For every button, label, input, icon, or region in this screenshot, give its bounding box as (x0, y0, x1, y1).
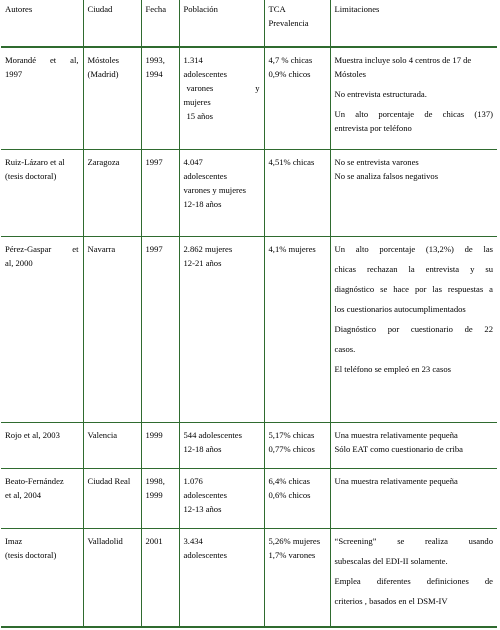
cell-prevalencia: 4,51% chicas (264, 149, 330, 236)
cell-fecha: 1999 (141, 422, 179, 468)
cell-prevalencia: 5,17% chicas 0,77% chicos (264, 422, 330, 468)
header-ciudad: Ciudad (83, 0, 141, 47)
header-prevalencia: TCA Prevalencia (264, 0, 330, 47)
cell-prevalencia: 5,26% mujeres 1,7% varones (264, 528, 330, 627)
header-poblacion: Población (179, 0, 264, 47)
table-row (1, 528, 497, 627)
table-row (1, 47, 497, 149)
cell-autores: Imaz (tesis doctoral) (5, 535, 57, 560)
cell-ciudad: Valencia (83, 422, 141, 468)
cell-fecha: 2001 (141, 528, 179, 627)
cell-limitaciones: Una muestra relativamente pequeña Sólo EAT como cuestionario de criba (330, 422, 497, 468)
cell-poblacion: 544 adolescentes 12-18 años (179, 422, 264, 468)
cell-limitaciones: “Screening” se realiza usando subescalas del EDI-II solamente. Emplea diferentes definiciones de criterios , basados en el DSM-IV (330, 528, 497, 627)
cell-prevalencia: 4,1% mujeres (264, 236, 330, 422)
header-fecha: Fecha (141, 0, 179, 47)
cell-prevalencia: 6,4% chicas 0,6% chicos (264, 468, 330, 528)
table-row (1, 149, 497, 236)
cell-limitaciones: Muestra incluye solo 4 centros de 17 de Móstoles No entrevista estructurada. Un alto porcentaje de chicas (137) entrevista por teléfono (330, 47, 497, 149)
cell-limitaciones: Una muestra relativamente pequeña (330, 468, 497, 528)
cell-ciudad: Móstoles (Madrid) (83, 47, 141, 149)
cell-ciudad: Navarra (83, 236, 141, 422)
cell-poblacion: 1.314 adolescentes varones y mujeres 15 años (179, 47, 264, 149)
cell-poblacion: 2.862 mujeres 12-21 años (179, 236, 264, 422)
cell-limitaciones: Un alto porcentaje (13,2%) de las chicas rechazan la entrevista y su diagnóstico se hace por las respuestas a los cuestionarios autocumplimentados Diagnóstico por cuestionario de 22 casos. El teléfono se empleó en 23 casos (330, 236, 497, 422)
cell-fecha: 1997 (141, 149, 179, 236)
table-header-row (1, 0, 497, 47)
cell-fecha: 1997 (141, 236, 179, 422)
cell-poblacion: 4.047 adolescentes varones y mujeres 12-18 años (179, 149, 264, 236)
cell-autores: Morandé et al, 1997 (5, 55, 79, 79)
table-row (1, 236, 497, 422)
cell-autores: Rojo et al, 2003 (5, 429, 60, 440)
table-row (1, 422, 497, 468)
cell-limitaciones: No se entrevista varones No se analiza falsos negativos (330, 149, 497, 236)
prevalence-studies-table (1, 0, 497, 628)
cell-poblacion: 3.434 adolescentes (179, 528, 264, 627)
table-row (1, 468, 497, 528)
cell-ciudad: Ciudad Real (83, 468, 141, 528)
cell-fecha: 1998, 1999 (141, 468, 179, 528)
cell-autores: Pérez-Gaspar et al, 2000 (5, 243, 79, 268)
header-limitaciones: Limitaciones (330, 0, 497, 47)
cell-ciudad: Valladolid (83, 528, 141, 627)
cell-autores: Ruiz-Lázaro et al (tesis doctoral) (5, 156, 65, 181)
header-autores: Autores (5, 4, 33, 14)
cell-autores: Beato-Fernández et al, 2004 (5, 475, 64, 500)
cell-prevalencia: 4,7 % chicas 0,9% chicos (264, 47, 330, 149)
cell-poblacion: 1.076 adolescentes 12-13 años (179, 468, 264, 528)
cell-ciudad: Zaragoza (83, 149, 141, 236)
cell-fecha: 1993, 1994 (141, 47, 179, 149)
